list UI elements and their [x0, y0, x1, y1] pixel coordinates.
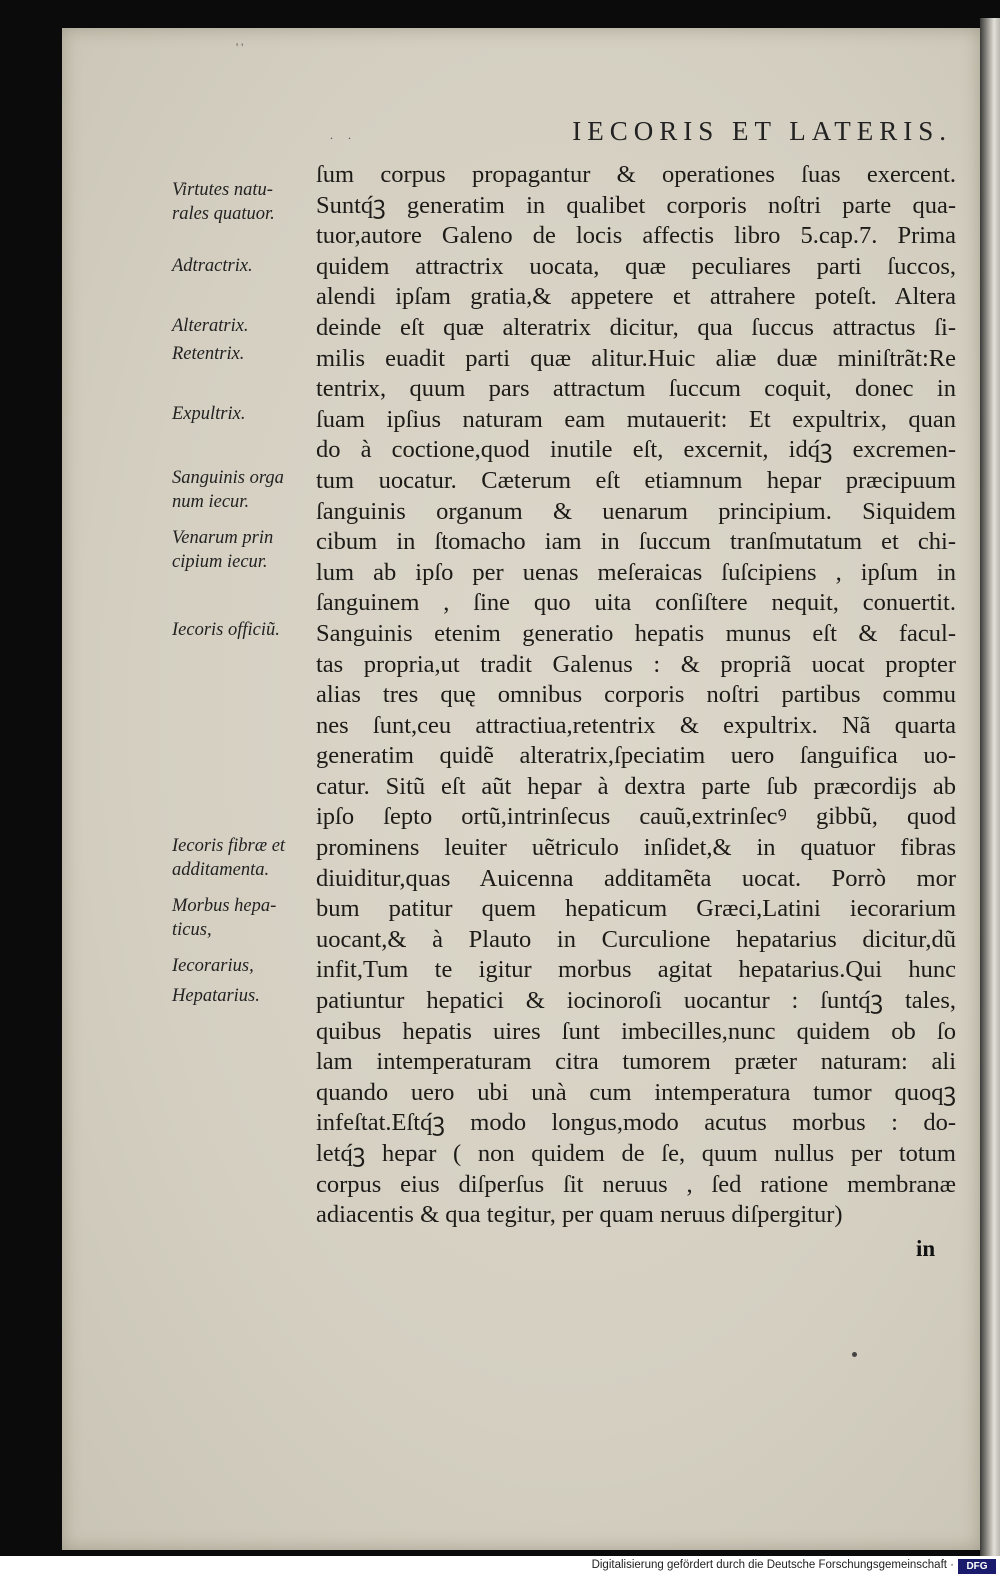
text-line: infeſtat.Eſtq́ꝫ modo longus,modo acutus morbus : do- [316, 1109, 956, 1137]
marginal-note-line: Venarum prin [172, 528, 274, 548]
ink-spot [852, 1352, 857, 1357]
digitization-footer [0, 1556, 1000, 1577]
marginal-note [172, 984, 260, 1008]
text-line: adiacentis & qua tegitur, per quam neruus diſpergitur) [316, 1201, 843, 1229]
marginal-note [172, 466, 284, 514]
marginal-note-line: Virtutes natu- [172, 180, 273, 200]
text-line: quibus hepatis uires ſunt imbecilles,nunc quidem ob ſo [316, 1017, 956, 1045]
text-line: quando uero ubi unà cum intemperatura tumor quoqꝫ [316, 1078, 956, 1106]
marginal-note-line: num iecur. [172, 492, 250, 512]
page-edge-strip [980, 18, 1000, 1558]
text-line: bum patitur quem hepaticum Græci,Latini iecorarium [316, 895, 956, 923]
text-line: cibum in ſtomacho iam in ſuccum tranſmutatum et chi- [316, 528, 956, 556]
marginal-note-line: ticus, [172, 920, 212, 940]
text-line: tuor,autore Galeno de locis affectis libro 5.cap.7. Prima [316, 222, 956, 250]
dfg-logo-icon: DFG [958, 1559, 996, 1574]
text-line: alendi ipſam gratia,& appetere et attrahere poteſt. Altera [316, 283, 956, 311]
text-line: ſum corpus propagantur & operationes ſuas exercent. [316, 161, 956, 188]
text-line: patiuntur hepatici & iocinoroſi uocantur : ſuntq́ꝫ tales, [316, 987, 956, 1015]
text-line: ſuam ipſius naturam eam mutauerit: Et expultrix, quan [316, 405, 956, 433]
marginal-note-line: Expultrix. [172, 404, 246, 424]
marginal-note [172, 342, 244, 366]
text-line: nes ſunt,ceu attractiua,retentrix & expultrix. Nã quarta [316, 711, 956, 739]
marginal-note-line: cipium iecur. [172, 552, 268, 572]
marginal-note-line: Retentrix. [172, 344, 245, 364]
text-line: uocant,& à Plauto in Curculione hepatarius dicitur,dũ [316, 925, 956, 953]
text-line: lam intemperaturam citra tumorem præter naturam: ali [316, 1048, 956, 1076]
text-line: Sanguinis etenim generatio hepatis munus eſt & facul- [316, 619, 956, 647]
text-line: quidem attractrix uocata, quæ peculiares parti ſuccos, [316, 252, 956, 280]
marginal-note [172, 178, 275, 226]
footer-credit: Digitalisierung gefördert durch die Deutsche Forschungsgemeinschaft · [591, 1559, 954, 1571]
text-line: letq́ꝫ hepar ( non quidem de ſe, quum nullus per totum [316, 1140, 956, 1167]
text-line: tum uocatur. Cæterum eſt etiamnum hepar præcipuum [316, 466, 956, 494]
marginal-note-line: Iecoris fibræ et [172, 836, 286, 856]
text-line: ſanguinem , ſine quo uita conſiſtere nequit, conuertit. [316, 589, 956, 617]
marginal-note [172, 618, 280, 642]
marginal-note-line: Morbus hepa- [172, 896, 277, 916]
marginal-note-line: Iecoris officiũ. [172, 620, 280, 640]
header-dots: . . [330, 128, 357, 142]
text-line: Suntq́ꝫ generatim in qualibet corporis noſtri parte qua- [316, 191, 956, 219]
text-line: do à coctione,quod inutile eſt, excernit, idq́ꝫ excremen- [316, 436, 956, 464]
marginal-note-line: Hepatarius. [172, 986, 260, 1006]
catchword: in [916, 1236, 936, 1261]
main-text-block [316, 160, 956, 1231]
marginal-note [172, 402, 245, 426]
marginal-note [172, 834, 285, 882]
text-line: generatim quidẽ alteratrix,ſpeciatim uero ſanguifica uo- [316, 742, 956, 770]
top-marks: ' ' [236, 40, 244, 54]
text-line: prominens leuiter uẽtriculo inſidet,& in quatuor fibras [316, 834, 956, 862]
running-title: IECORIS ET LATERIS. [572, 116, 952, 146]
text-line: diuiditur,quas Auicenna additamẽta uocat. Porrò mor [316, 864, 956, 892]
text-line: tas propria,ut tradit Galenus : & propriã uocat propter [316, 650, 956, 678]
marginal-note [172, 526, 273, 574]
text-line: tentrix, quum pars attractum ſuccum coquit, donec in [316, 375, 956, 403]
marginal-note-line: Adtractrix. [172, 256, 253, 276]
marginal-note-line: additamenta. [172, 860, 270, 880]
text-line: ſanguinis organum & uenarum principium. Siquidem [316, 497, 956, 525]
text-line: ipſo ſepto ortũ,intrinſecus cauũ,extrinſecꝰ gibbũ, quod [316, 803, 956, 831]
text-line: infit,Tum te igitur morbus agitat hepatarius.Qui hunc [316, 956, 956, 984]
marginal-note-line: Alteratrix. [172, 316, 249, 336]
marginal-note [172, 894, 276, 942]
text-line: catur. Sitũ eſt aũt hepar à dextra parte ſub præcordijs ab [316, 772, 956, 800]
marginal-note [172, 954, 254, 978]
marginal-note-line: Sanguinis orga [172, 468, 284, 488]
marginal-note-line: rales quatuor. [172, 204, 275, 224]
marginal-note [172, 254, 253, 278]
text-line: deinde eſt quæ alteratrix dicitur, qua ſuccus attractus ſi- [316, 313, 956, 341]
marginal-note [172, 314, 249, 338]
text-line: milis euadit parti quæ alitur.Huic aliæ duæ miniſtrãt:Re [316, 344, 956, 372]
marginal-note-line: Iecorarius, [172, 956, 254, 976]
text-line: lum ab ipſo per uenas meſeraicas ſuſcipiens , ipſum in [316, 558, 956, 586]
text-line: alias tres quę omnibus corporis noſtri partibus commu [316, 681, 956, 709]
text-line: corpus eius diſperſus ſit neruus , ſed ratione membranæ [316, 1170, 956, 1198]
